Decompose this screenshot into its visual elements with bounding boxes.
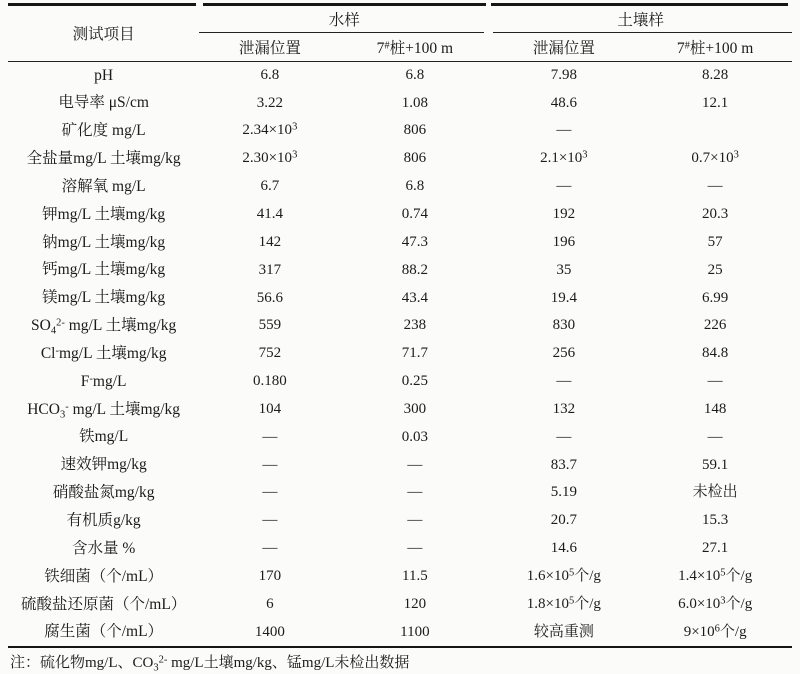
cell-value: 0.25 (401, 373, 428, 390)
cell-value: — (262, 428, 278, 445)
group-header-soil-sample: 土壤样 (489, 6, 792, 33)
cell-value: 6.8 (260, 66, 280, 83)
cell-value: — (556, 122, 572, 139)
table-row (8, 368, 792, 396)
row-label: 钠mg/L 土壤mg/kg (42, 233, 166, 251)
table-row (8, 229, 792, 257)
cell-value: 196 (552, 233, 576, 250)
row-label: 溶解氧 mg/L (61, 177, 146, 195)
cell-value: 15.3 (702, 512, 729, 529)
cell-value: 20.7 (550, 512, 577, 529)
cell-value: $2.34\times 10^3$ (242, 121, 298, 139)
cell-value: 0.74 (401, 206, 428, 223)
cell-value: 59.1 (702, 456, 729, 473)
cell-value: 0.03 (401, 428, 428, 445)
table-row (8, 340, 792, 368)
subheader-water-pile7-plus-100m: 7#桩+100 m (340, 33, 489, 62)
row-label: 含水量 % (71, 539, 136, 557)
cell-value: 142 (258, 233, 282, 250)
cell-value: 132 (552, 400, 576, 417)
row-label: $SO_4^{2-}$ mg/L 土壤mg/kg (31, 317, 177, 337)
cell-value: 238 (403, 317, 427, 334)
cell-value: 48.6 (550, 94, 577, 111)
cell-value: 8.28 (702, 66, 729, 83)
cell-value: — (707, 178, 723, 195)
cell-value: 83.7 (550, 456, 577, 473)
row-label: 铁细菌（个/mL） (44, 567, 164, 585)
cell-value: 256 (552, 345, 576, 362)
cell-value: 3.22 (256, 94, 283, 111)
cell-value: 6 (266, 595, 274, 612)
cell-value: — (407, 484, 423, 501)
cell-value: 559 (258, 317, 282, 334)
cell-value: — (262, 512, 278, 529)
cell-value: 806 (403, 122, 427, 139)
cell-value: 27.1 (702, 540, 729, 557)
cell-value: $0.7\times 10^3$ (691, 149, 739, 167)
column-header-test-item: 测试项目 (8, 6, 199, 62)
cell-value: 300 (403, 400, 427, 417)
table-row (8, 451, 792, 479)
cell-value: 1100 (400, 623, 430, 640)
table-row (8, 173, 792, 201)
row-label: 镁mg/L 土壤mg/kg (42, 289, 166, 307)
cell-value: $1.6\times 10^5$个/g (526, 567, 601, 584)
cell-value: 104 (258, 400, 282, 417)
row-label: 铁mg/L (79, 428, 129, 446)
row-label: 速效钾mg/kg (60, 456, 147, 474)
cell-value: 7.98 (550, 66, 577, 83)
cell-value: 88.2 (401, 261, 428, 278)
table-row (8, 312, 792, 340)
row-label: pH (94, 66, 114, 84)
table-header (8, 6, 792, 62)
table-row (8, 145, 792, 173)
cell-value: 170 (258, 567, 282, 584)
cell-value: — (262, 456, 278, 473)
cell-value: 14.6 (550, 540, 577, 557)
cell-value: 12.1 (702, 94, 729, 111)
cell-value: 226 (703, 317, 727, 334)
cell-value: 20.3 (702, 206, 729, 223)
table-row (8, 396, 792, 424)
row-label: 钙mg/L 土壤mg/kg (42, 261, 166, 279)
cell-value: 1.08 (401, 94, 428, 111)
cell-value: 6.8 (405, 66, 425, 83)
row-label: 电导率 μS/cm (58, 94, 149, 112)
table-row (8, 284, 792, 312)
cell-value: 41.4 (256, 206, 283, 223)
row-label: 钾mg/L 土壤mg/kg (42, 205, 166, 223)
row-label: F-mg/L (80, 372, 127, 390)
cell-value: 317 (258, 261, 282, 278)
cell-value: — (262, 540, 278, 557)
cell-value: 752 (258, 345, 282, 362)
table-row (8, 535, 792, 563)
cell-value: — (556, 178, 572, 195)
cell-value: — (556, 428, 572, 445)
cell-value: 56.6 (256, 289, 283, 306)
cell-value: 1400 (254, 623, 285, 640)
cell-value: 未检出 (692, 484, 738, 501)
table-row (8, 479, 792, 507)
cell-value: 148 (703, 400, 727, 417)
cell-value: 57 (707, 233, 723, 250)
table-row (8, 256, 792, 284)
cell-value (638, 117, 792, 145)
table-row (8, 563, 792, 591)
cell-value: 6.7 (260, 178, 280, 195)
cell-value: 84.8 (702, 345, 729, 362)
row-label: 腐生菌（个/mL） (44, 623, 164, 641)
cell-value: — (407, 456, 423, 473)
cell-value: 11.5 (402, 567, 428, 584)
subheader-water-leak-location: 泄漏位置 (199, 33, 340, 62)
cell-value: 19.4 (550, 289, 577, 306)
cell-value: 较高重测 (533, 623, 594, 640)
table-row (8, 61, 792, 89)
cell-value: — (707, 373, 723, 390)
cell-value: 806 (403, 150, 427, 167)
cell-value: 830 (552, 317, 576, 334)
table-body (8, 61, 792, 647)
cell-value: $6.0\times 10^3$个/g (678, 595, 753, 612)
table-row (8, 618, 792, 647)
cell-value: — (707, 428, 723, 445)
cell-value: 6.99 (702, 289, 729, 306)
cell-value: 71.7 (401, 345, 428, 362)
table-row (8, 201, 792, 229)
row-label: $HCO_3^-$ mg/L 土壤mg/kg (27, 400, 181, 421)
table-row (8, 591, 792, 619)
table-row (8, 507, 792, 535)
cell-value: 6.8 (405, 178, 425, 195)
table-row (8, 89, 792, 117)
row-label: 矿化度 mg/L (61, 122, 146, 140)
cell-value: — (262, 484, 278, 501)
table-footnote: 注：硫化物mg/L、$CO_3^{2-}$ mg/L土壤mg/kg、锰mg/L未检出数据 (10, 654, 410, 674)
cell-value: 5.19 (550, 484, 577, 501)
row-label: 全盐量mg/L 土壤mg/kg (26, 150, 181, 168)
subheader-soil-pile7-plus-100m: 7#桩+100 m (638, 33, 792, 62)
table-row (8, 117, 792, 145)
cell-value: 43.4 (401, 289, 428, 306)
cell-value: — (407, 512, 423, 529)
cell-value: 192 (552, 206, 576, 223)
row-label: 有机质g/kg (66, 512, 141, 530)
cell-value: $2.1\times 10^3$ (540, 149, 588, 167)
group-header-water-sample: 水样 (199, 6, 489, 33)
cell-value: $9\times 10^6$个/g (683, 622, 747, 640)
cell-value: — (556, 373, 572, 390)
row-label: Cl-mg/L 土壤mg/kg (40, 344, 167, 362)
cell-value: $1.8\times 10^5$个/g (526, 595, 601, 612)
subheader-soil-leak-location: 泄漏位置 (489, 33, 638, 62)
cell-value: 47.3 (401, 233, 428, 250)
table-row (8, 423, 792, 451)
cell-value: 0.180 (252, 373, 287, 390)
group-header-row (8, 6, 792, 33)
cell-value: 35 (556, 261, 572, 278)
row-label: 硝酸盐氮mg/kg (52, 484, 155, 502)
cell-value: $1.4\times 10^5$个/g (678, 567, 753, 584)
test-results-table (8, 6, 792, 649)
cell-value: 25 (707, 261, 723, 278)
cell-value: — (407, 540, 423, 557)
cell-value: 120 (403, 595, 427, 612)
row-label: 硫酸盐还原菌（个/mL） (20, 595, 187, 613)
cell-value: $2.30\times 10^3$ (242, 149, 298, 167)
